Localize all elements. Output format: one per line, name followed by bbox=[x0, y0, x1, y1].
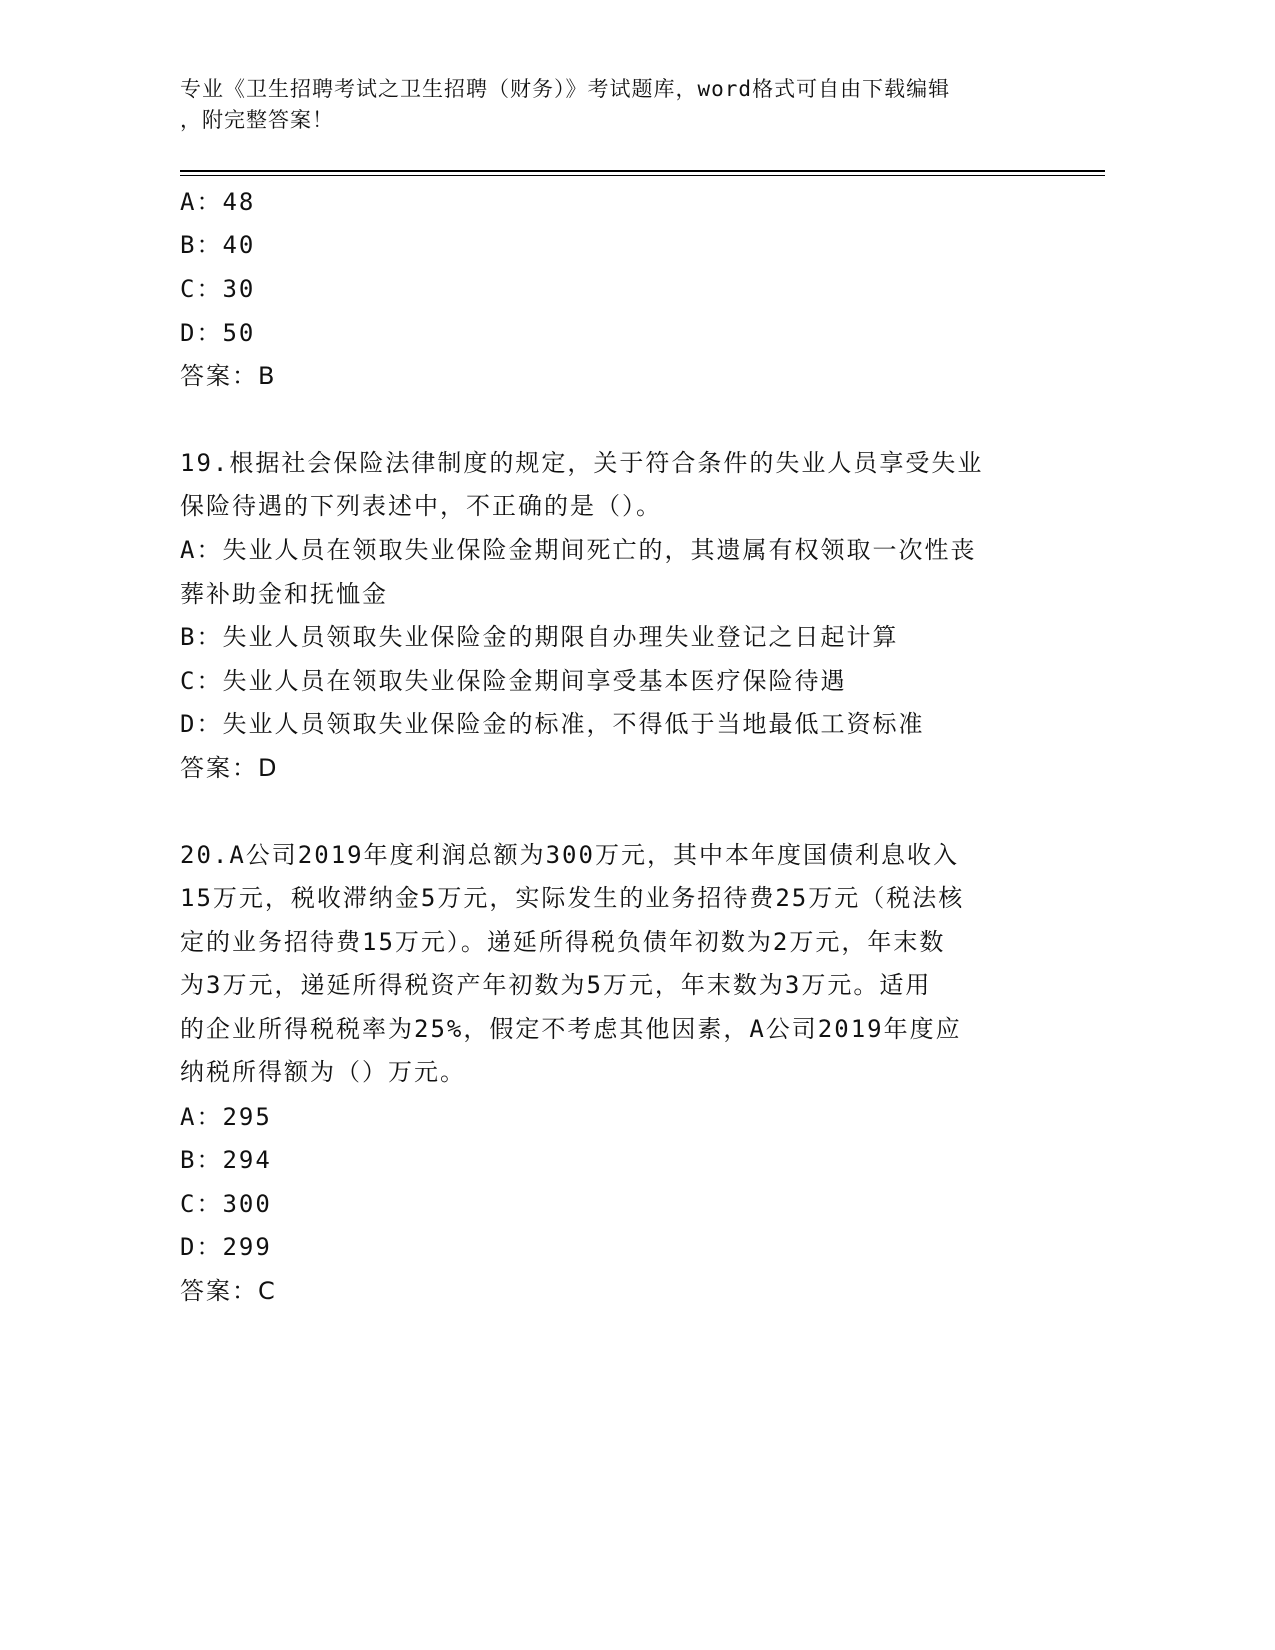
option-d: D：299 bbox=[180, 1233, 272, 1261]
option-c: C：300 bbox=[180, 1190, 272, 1218]
question-stem: 定的业务招待费15万元）。递延所得税负债年初数为2万元，年末数 bbox=[180, 928, 946, 956]
question-stem: 保险待遇的下列表述中，不正确的是（）。 bbox=[180, 492, 662, 520]
option-c: C：失业人员在领取失业保险金期间享受基本医疗保险待遇 bbox=[180, 667, 847, 695]
header-line: ，附完整答案！ bbox=[180, 108, 334, 132]
answer: 答案：B bbox=[180, 362, 277, 390]
option-b: B：失业人员领取失业保险金的期限自办理失业登记之日起计算 bbox=[180, 623, 899, 651]
option-c: C：30 bbox=[180, 275, 256, 303]
header-divider bbox=[180, 175, 1105, 176]
header-divider bbox=[180, 170, 1105, 172]
question-stem: 为3万元，递延所得税资产年初数为5万元，年末数为3万元。适用 bbox=[180, 971, 932, 999]
question-stem: 20.A公司2019年度利润总额为300万元，其中本年度国债利息收入 bbox=[180, 841, 959, 869]
answer: 答案：C bbox=[180, 1277, 277, 1305]
answer: 答案：D bbox=[180, 754, 279, 782]
option-d: D：失业人员领取失业保险金的标准，不得低于当地最低工资标准 bbox=[180, 710, 925, 738]
option-b: B：40 bbox=[180, 231, 256, 259]
option-d: D：50 bbox=[180, 319, 256, 347]
option-b: B：294 bbox=[180, 1146, 272, 1174]
option-a: A：失业人员在领取失业保险金期间死亡的，其遗属有权领取一次性丧 bbox=[180, 536, 977, 564]
option-a: A：48 bbox=[180, 188, 256, 216]
header-line: 专业《卫生招聘考试之卫生招聘（财务）》考试题库，word格式可自由下载编辑 bbox=[180, 77, 951, 101]
question-stem: 纳税所得额为（）万元。 bbox=[180, 1058, 466, 1086]
question-stem: 的企业所得税税率为25%，假定不考虑其他因素，A公司2019年度应 bbox=[180, 1015, 962, 1043]
option-a: 葬补助金和抚恤金 bbox=[180, 580, 388, 608]
option-a: A：295 bbox=[180, 1103, 272, 1131]
question-stem: 19.根据社会保险法律制度的规定，关于符合条件的失业人员享受失业 bbox=[180, 449, 984, 477]
question-stem: 15万元，税收滞纳金5万元，实际发生的业务招待费25万元（税法核 bbox=[180, 884, 965, 912]
